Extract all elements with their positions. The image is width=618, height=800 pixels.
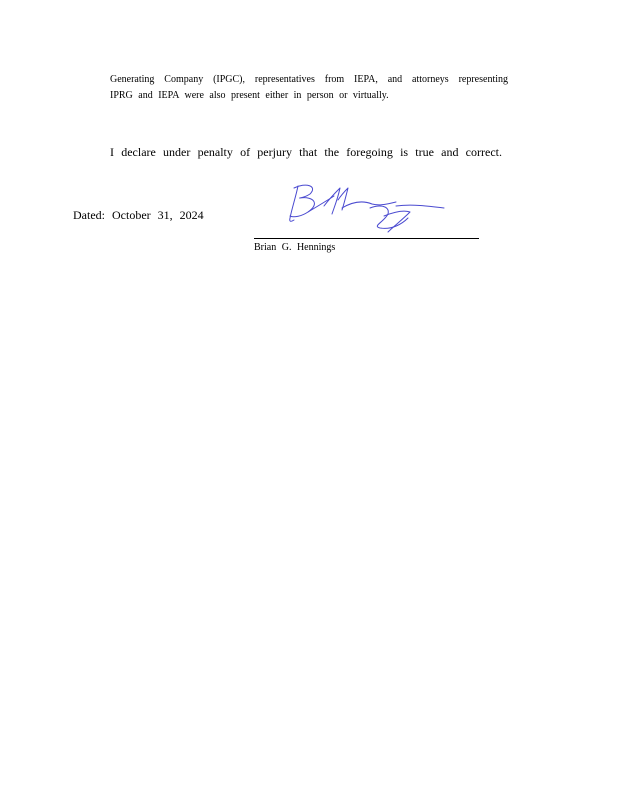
paragraph-line: Generating Company (IPGC), representatives from IEPA, and attorneys representing xyxy=(110,74,508,85)
handwritten-signature xyxy=(284,178,448,240)
declaration-statement: I declare under penalty of perjury that the foregoing is true and correct. xyxy=(110,145,502,159)
paragraph-line: IPRG and IEPA were also present either in person or virtually. xyxy=(110,90,389,101)
signer-name: Brian G. Hennings xyxy=(254,242,336,253)
signature-line xyxy=(254,238,479,239)
body-paragraph xyxy=(110,72,508,104)
date-line: Dated: October 31, 2024 xyxy=(73,208,204,222)
